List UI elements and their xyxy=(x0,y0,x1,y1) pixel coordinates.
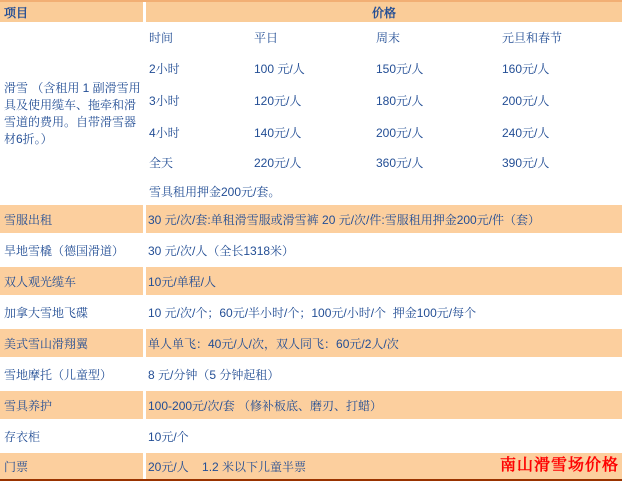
column-header-price: 价格 xyxy=(146,2,622,22)
weekday-price: 220元/人 xyxy=(254,156,302,170)
item-name: 门票 xyxy=(0,453,143,479)
weekend-price: 200元/人 xyxy=(376,125,424,140)
item-price: 10元/个 xyxy=(146,419,622,453)
subheader-weekend: 周末 xyxy=(376,30,401,45)
item-price: 20元/人 1.2 米以下儿童半票 xyxy=(146,453,622,479)
ski-row-2h xyxy=(146,52,622,84)
holiday-price: 200元/人 xyxy=(502,93,550,108)
holiday-price: 160元/人 xyxy=(502,61,550,76)
item-name: 存衣柜 xyxy=(0,419,143,453)
item-name: 加拿大雪地飞碟 xyxy=(0,295,143,329)
subheader-time: 时间 xyxy=(149,30,174,45)
row-gear-maintenance xyxy=(0,391,622,419)
row-sightseeing-cablecar xyxy=(0,267,622,295)
item-name: 美式雪山滑翔翼 xyxy=(0,329,143,357)
item-price: 30 元/次/套:单租滑雪服或滑雪裤 20 元/次/件:雪服租用押金200元/件（套） xyxy=(146,205,622,233)
weekend-price: 360元/人 xyxy=(376,156,424,170)
column-header-item: 项目 xyxy=(0,2,143,22)
ski-row-4h xyxy=(146,116,622,148)
weekday-price: 120元/人 xyxy=(254,93,302,108)
time-cell: 3小时 xyxy=(149,93,180,108)
item-name: 旱地雪橇（德国滑道） xyxy=(0,233,143,267)
ski-item-description: 滑雪 （含租用 1 副滑雪用具及使用缆车、拖牵和滑雪道的费用。自带滑雪器材6折。） xyxy=(4,80,141,146)
subheader-holiday: 元旦和春节 xyxy=(502,30,563,45)
row-locker xyxy=(0,419,622,453)
weekend-price: 180元/人 xyxy=(376,93,424,108)
ski-subheader-row xyxy=(146,22,622,52)
ski-row-3h xyxy=(146,84,622,116)
holiday-price: 390元/人 xyxy=(502,156,550,170)
table-header-row xyxy=(0,0,622,22)
item-name: 雪具养护 xyxy=(0,391,143,419)
row-snow-tube xyxy=(0,295,622,329)
item-price: 8 元/分钟（5 分钟起租） xyxy=(146,357,622,391)
item-name: 雪服出租 xyxy=(0,205,143,233)
ski-pricing-section xyxy=(0,22,622,205)
time-cell: 全天 xyxy=(149,156,174,170)
row-hang-glider xyxy=(0,329,622,357)
subheader-weekday: 平日 xyxy=(254,30,279,45)
item-name: 雪地摩托（儿童型） xyxy=(0,357,143,391)
item-price: 单人单飞：40元/人/次，双人同飞：60元/2人/次 xyxy=(146,329,622,357)
time-cell: 4小时 xyxy=(149,125,180,140)
weekday-price: 140元/人 xyxy=(254,125,302,140)
holiday-price: 240元/人 xyxy=(502,125,550,140)
time-cell: 2小时 xyxy=(149,61,180,76)
site-watermark: 南山滑雪场价格 xyxy=(499,457,619,474)
ski-deposit-note: 雪具租用押金200元/套。 xyxy=(149,184,281,199)
row-ski-wear-rental xyxy=(0,205,622,233)
row-dry-sled xyxy=(0,233,622,267)
item-price: 30 元/次/人（全长1318米） xyxy=(146,233,622,267)
item-name: 双人观光缆车 xyxy=(0,267,143,295)
item-price: 10 元/次/个；60元/半小时/个；100元/小时/个 押金100元/每个 xyxy=(146,295,622,329)
item-price: 100-200元/次/套 （修补板底、磨刃、打蜡） xyxy=(146,391,622,419)
weekday-price: 100 元/人 xyxy=(254,61,305,76)
weekend-price: 150元/人 xyxy=(376,61,424,76)
item-price: 10元/单程/人 xyxy=(146,267,622,295)
row-snowmobile xyxy=(0,357,622,391)
ski-price-grid xyxy=(146,22,622,205)
ski-row-fullday xyxy=(146,148,622,177)
